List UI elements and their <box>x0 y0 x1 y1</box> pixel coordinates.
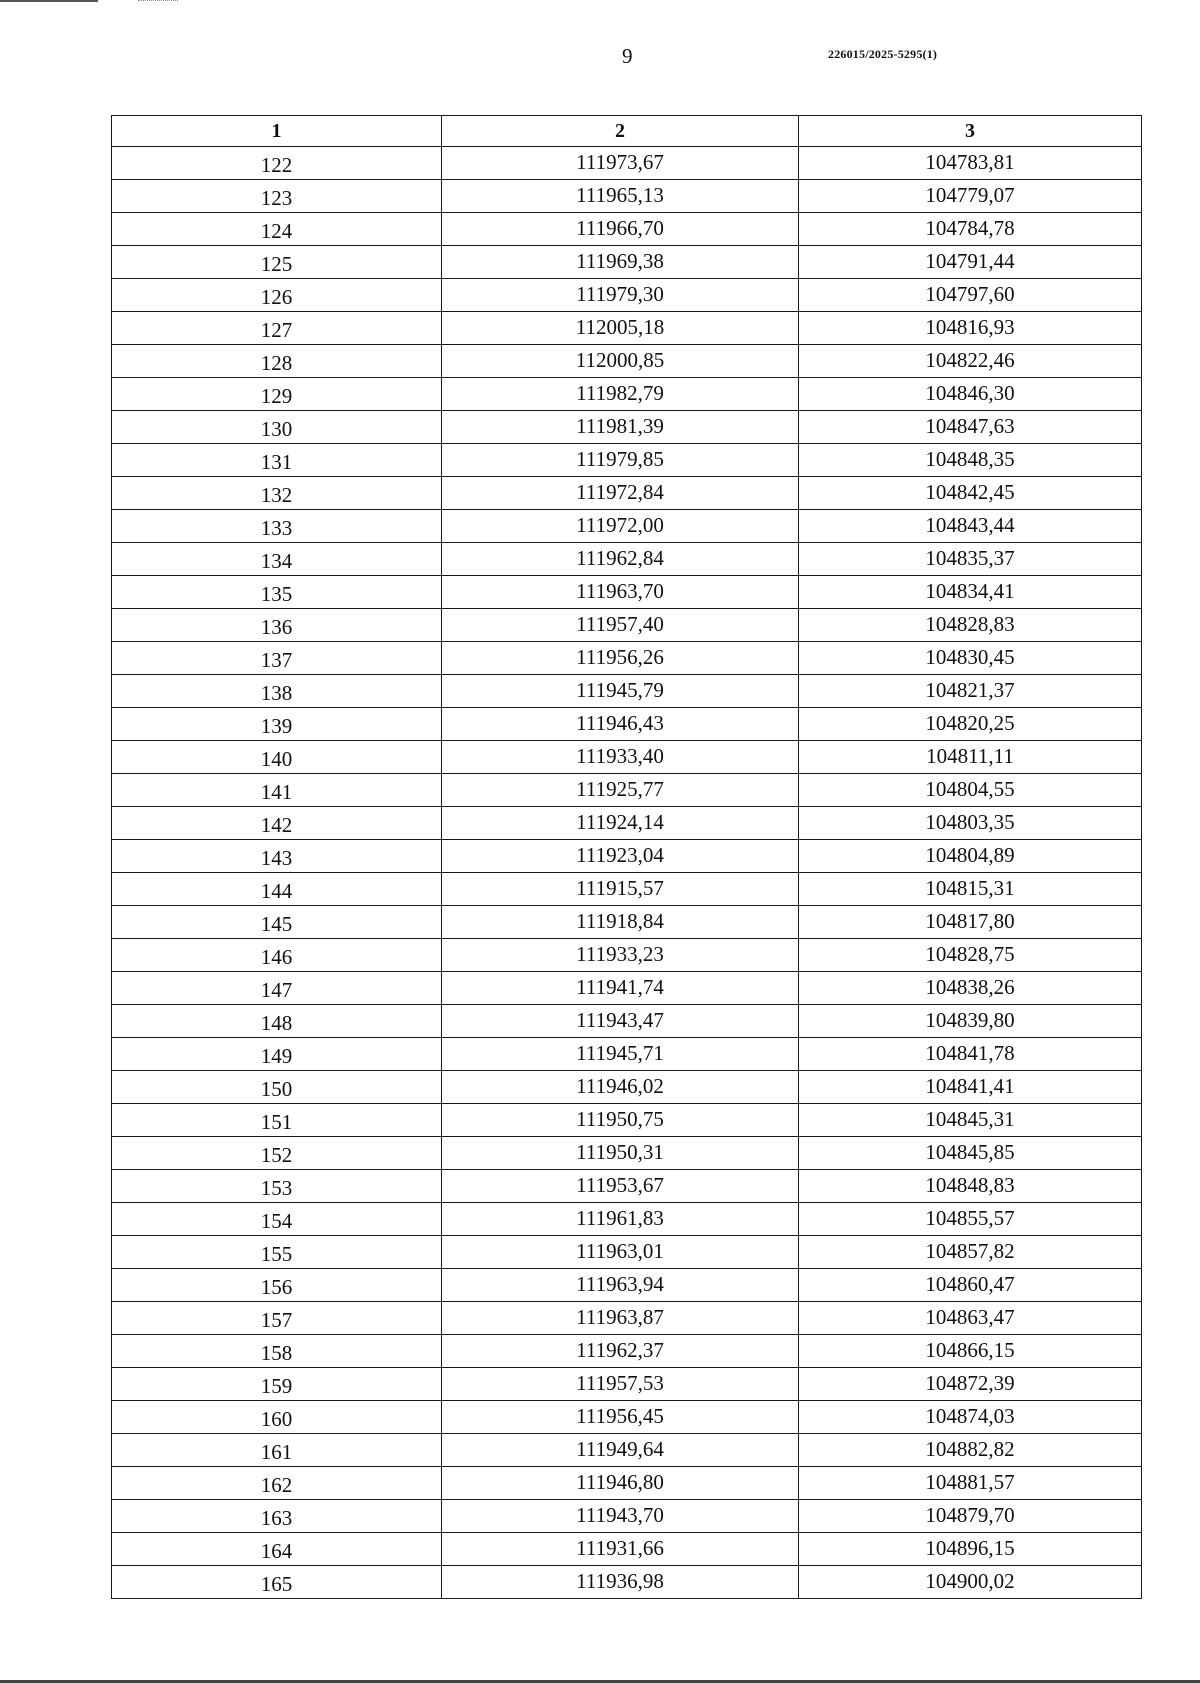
table-cell-col-2: 111979,85 <box>442 444 799 477</box>
table-cell-col-2: 111945,79 <box>442 675 799 708</box>
table-cell-col-1: 165 <box>112 1566 442 1599</box>
table-cell-col-3: 104784,78 <box>799 213 1142 246</box>
table-cell-col-2: 111965,13 <box>442 180 799 213</box>
table-row <box>112 1368 1142 1401</box>
table-cell-col-1: 139 <box>112 708 442 741</box>
table-row <box>112 741 1142 774</box>
table-cell-col-3: 104830,45 <box>799 642 1142 675</box>
coordinates-table-container <box>111 115 1141 1599</box>
table-cell-col-3: 104834,41 <box>799 576 1142 609</box>
table-cell-col-3: 104804,89 <box>799 840 1142 873</box>
table-cell-col-2: 111943,70 <box>442 1500 799 1533</box>
table-cell-col-1: 149 <box>112 1038 442 1071</box>
table-row <box>112 345 1142 378</box>
table-row <box>112 1500 1142 1533</box>
table-row <box>112 510 1142 543</box>
table-row <box>112 1038 1142 1071</box>
table-row <box>112 873 1142 906</box>
scan-artifact-top-line <box>0 0 98 2</box>
table-cell-col-3: 104811,11 <box>799 741 1142 774</box>
table-row <box>112 939 1142 972</box>
table-cell-col-1: 142 <box>112 807 442 840</box>
table-cell-col-3: 104846,30 <box>799 378 1142 411</box>
table-cell-col-2: 111969,38 <box>442 246 799 279</box>
table-row <box>112 1335 1142 1368</box>
table-cell-col-2: 111963,01 <box>442 1236 799 1269</box>
table-row <box>112 807 1142 840</box>
table-cell-col-1: 132 <box>112 477 442 510</box>
table-cell-col-2: 111966,70 <box>442 213 799 246</box>
table-cell-col-2: 111979,30 <box>442 279 799 312</box>
table-row <box>112 543 1142 576</box>
table-cell-col-1: 164 <box>112 1533 442 1566</box>
table-cell-col-3: 104841,78 <box>799 1038 1142 1071</box>
table-cell-col-3: 104847,63 <box>799 411 1142 444</box>
table-cell-col-1: 144 <box>112 873 442 906</box>
table-cell-col-2: 111943,47 <box>442 1005 799 1038</box>
table-cell-col-3: 104822,46 <box>799 345 1142 378</box>
table-cell-col-2: 111933,23 <box>442 939 799 972</box>
table-cell-col-3: 104900,02 <box>799 1566 1142 1599</box>
table-row <box>112 840 1142 873</box>
table-cell-col-1: 161 <box>112 1434 442 1467</box>
table-cell-col-2: 111941,74 <box>442 972 799 1005</box>
table-cell-col-1: 152 <box>112 1137 442 1170</box>
table-cell-col-3: 104839,80 <box>799 1005 1142 1038</box>
column-header-1: 1 <box>112 116 442 147</box>
table-row <box>112 213 1142 246</box>
table-row <box>112 1005 1142 1038</box>
table-cell-col-1: 126 <box>112 279 442 312</box>
table-cell-col-1: 158 <box>112 1335 442 1368</box>
table-cell-col-2: 111946,02 <box>442 1071 799 1104</box>
table-cell-col-2: 111931,66 <box>442 1533 799 1566</box>
table-cell-col-1: 162 <box>112 1467 442 1500</box>
table-cell-col-1: 122 <box>112 147 442 180</box>
table-row <box>112 1104 1142 1137</box>
table-cell-col-2: 111924,14 <box>442 807 799 840</box>
table-cell-col-3: 104779,07 <box>799 180 1142 213</box>
table-cell-col-3: 104842,45 <box>799 477 1142 510</box>
table-row <box>112 312 1142 345</box>
table-cell-col-2: 111945,71 <box>442 1038 799 1071</box>
table-cell-col-1: 153 <box>112 1170 442 1203</box>
table-cell-col-1: 134 <box>112 543 442 576</box>
table-row <box>112 576 1142 609</box>
table-cell-col-1: 131 <box>112 444 442 477</box>
table-cell-col-3: 104835,37 <box>799 543 1142 576</box>
table-cell-col-1: 127 <box>112 312 442 345</box>
table-cell-col-3: 104874,03 <box>799 1401 1142 1434</box>
table-cell-col-3: 104860,47 <box>799 1269 1142 1302</box>
table-cell-col-2: 111933,40 <box>442 741 799 774</box>
table-cell-col-2: 111956,45 <box>442 1401 799 1434</box>
table-cell-col-3: 104816,93 <box>799 312 1142 345</box>
table-cell-col-3: 104882,82 <box>799 1434 1142 1467</box>
table-cell-col-2: 111946,80 <box>442 1467 799 1500</box>
table-cell-col-1: 143 <box>112 840 442 873</box>
table-cell-col-2: 111973,67 <box>442 147 799 180</box>
table-cell-col-2: 111953,67 <box>442 1170 799 1203</box>
table-row <box>112 444 1142 477</box>
table-cell-col-2: 112000,85 <box>442 345 799 378</box>
table-row <box>112 1302 1142 1335</box>
table-cell-col-1: 145 <box>112 906 442 939</box>
table-cell-col-3: 104857,82 <box>799 1236 1142 1269</box>
table-cell-col-1: 137 <box>112 642 442 675</box>
table-cell-col-1: 160 <box>112 1401 442 1434</box>
table-row <box>112 1269 1142 1302</box>
table-row <box>112 906 1142 939</box>
table-row <box>112 1170 1142 1203</box>
table-cell-col-3: 104803,35 <box>799 807 1142 840</box>
table-row <box>112 147 1142 180</box>
table-cell-col-1: 156 <box>112 1269 442 1302</box>
coordinates-table <box>111 115 1142 1599</box>
table-cell-col-3: 104896,15 <box>799 1533 1142 1566</box>
table-cell-col-1: 157 <box>112 1302 442 1335</box>
table-cell-col-3: 104820,25 <box>799 708 1142 741</box>
table-cell-col-1: 135 <box>112 576 442 609</box>
table-cell-col-2: 111982,79 <box>442 378 799 411</box>
table-row <box>112 1203 1142 1236</box>
table-cell-col-1: 133 <box>112 510 442 543</box>
table-row <box>112 708 1142 741</box>
table-cell-col-3: 104855,57 <box>799 1203 1142 1236</box>
table-row <box>112 1434 1142 1467</box>
table-cell-col-3: 104815,31 <box>799 873 1142 906</box>
table-cell-col-1: 154 <box>112 1203 442 1236</box>
table-cell-col-1: 147 <box>112 972 442 1005</box>
table-cell-col-1: 129 <box>112 378 442 411</box>
table-cell-col-2: 111962,37 <box>442 1335 799 1368</box>
table-cell-col-2: 111950,75 <box>442 1104 799 1137</box>
table-cell-col-1: 163 <box>112 1500 442 1533</box>
table-cell-col-2: 111963,87 <box>442 1302 799 1335</box>
table-cell-col-2: 111915,57 <box>442 873 799 906</box>
table-row <box>112 972 1142 1005</box>
table-cell-col-2: 111961,83 <box>442 1203 799 1236</box>
table-cell-col-1: 128 <box>112 345 442 378</box>
table-cell-col-3: 104817,80 <box>799 906 1142 939</box>
table-cell-col-3: 104848,83 <box>799 1170 1142 1203</box>
table-cell-col-2: 111963,70 <box>442 576 799 609</box>
column-header-2: 2 <box>442 116 799 147</box>
table-cell-col-2: 111981,39 <box>442 411 799 444</box>
table-cell-col-3: 104828,83 <box>799 609 1142 642</box>
table-cell-col-3: 104879,70 <box>799 1500 1142 1533</box>
table-cell-col-3: 104845,85 <box>799 1137 1142 1170</box>
table-cell-col-3: 104866,15 <box>799 1335 1142 1368</box>
table-row <box>112 774 1142 807</box>
table-cell-col-3: 104828,75 <box>799 939 1142 972</box>
table-header-row <box>112 116 1142 147</box>
table-row <box>112 1401 1142 1434</box>
table-row <box>112 1533 1142 1566</box>
table-cell-col-2: 112005,18 <box>442 312 799 345</box>
table-cell-col-3: 104845,31 <box>799 1104 1142 1137</box>
table-cell-col-2: 111957,53 <box>442 1368 799 1401</box>
table-cell-col-3: 104863,47 <box>799 1302 1142 1335</box>
table-row <box>112 180 1142 213</box>
table-cell-col-1: 136 <box>112 609 442 642</box>
table-row <box>112 378 1142 411</box>
table-cell-col-1: 146 <box>112 939 442 972</box>
table-cell-col-3: 104797,60 <box>799 279 1142 312</box>
table-cell-col-2: 111962,84 <box>442 543 799 576</box>
column-header-3: 3 <box>799 116 1142 147</box>
page-number: 9 <box>622 44 633 68</box>
table-cell-col-1: 151 <box>112 1104 442 1137</box>
table-cell-col-2: 111923,04 <box>442 840 799 873</box>
table-cell-col-2: 111949,64 <box>442 1434 799 1467</box>
table-cell-col-1: 124 <box>112 213 442 246</box>
table-row <box>112 675 1142 708</box>
table-row <box>112 411 1142 444</box>
table-row <box>112 1236 1142 1269</box>
table-row <box>112 1566 1142 1599</box>
table-body <box>112 147 1142 1599</box>
table-row <box>112 477 1142 510</box>
table-cell-col-3: 104841,41 <box>799 1071 1142 1104</box>
table-cell-col-1: 150 <box>112 1071 442 1104</box>
document-code: 226015/2025-5295(1) <box>828 47 938 61</box>
table-cell-col-3: 104783,81 <box>799 147 1142 180</box>
table-cell-col-2: 111957,40 <box>442 609 799 642</box>
table-cell-col-2: 111972,00 <box>442 510 799 543</box>
table-cell-col-2: 111946,43 <box>442 708 799 741</box>
table-cell-col-3: 104838,26 <box>799 972 1142 1005</box>
table-cell-col-1: 148 <box>112 1005 442 1038</box>
table-row <box>112 609 1142 642</box>
table-row <box>112 1137 1142 1170</box>
table-row <box>112 246 1142 279</box>
table-cell-col-1: 141 <box>112 774 442 807</box>
table-cell-col-3: 104804,55 <box>799 774 1142 807</box>
table-row <box>112 1467 1142 1500</box>
table-cell-col-1: 155 <box>112 1236 442 1269</box>
table-cell-col-3: 104881,57 <box>799 1467 1142 1500</box>
table-cell-col-3: 104821,37 <box>799 675 1142 708</box>
table-row <box>112 642 1142 675</box>
table-cell-col-1: 123 <box>112 180 442 213</box>
scan-artifact-top-dots <box>138 0 178 2</box>
table-cell-col-1: 138 <box>112 675 442 708</box>
table-cell-col-3: 104872,39 <box>799 1368 1142 1401</box>
table-cell-col-2: 111925,77 <box>442 774 799 807</box>
table-cell-col-2: 111936,98 <box>442 1566 799 1599</box>
table-cell-col-2: 111956,26 <box>442 642 799 675</box>
table-cell-col-3: 104791,44 <box>799 246 1142 279</box>
table-cell-col-1: 159 <box>112 1368 442 1401</box>
table-cell-col-1: 140 <box>112 741 442 774</box>
table-cell-col-3: 104843,44 <box>799 510 1142 543</box>
table-cell-col-2: 111963,94 <box>442 1269 799 1302</box>
table-cell-col-1: 125 <box>112 246 442 279</box>
table-cell-col-2: 111950,31 <box>442 1137 799 1170</box>
table-row <box>112 1071 1142 1104</box>
table-cell-col-2: 111918,84 <box>442 906 799 939</box>
table-cell-col-3: 104848,35 <box>799 444 1142 477</box>
table-row <box>112 279 1142 312</box>
table-cell-col-1: 130 <box>112 411 442 444</box>
table-cell-col-2: 111972,84 <box>442 477 799 510</box>
